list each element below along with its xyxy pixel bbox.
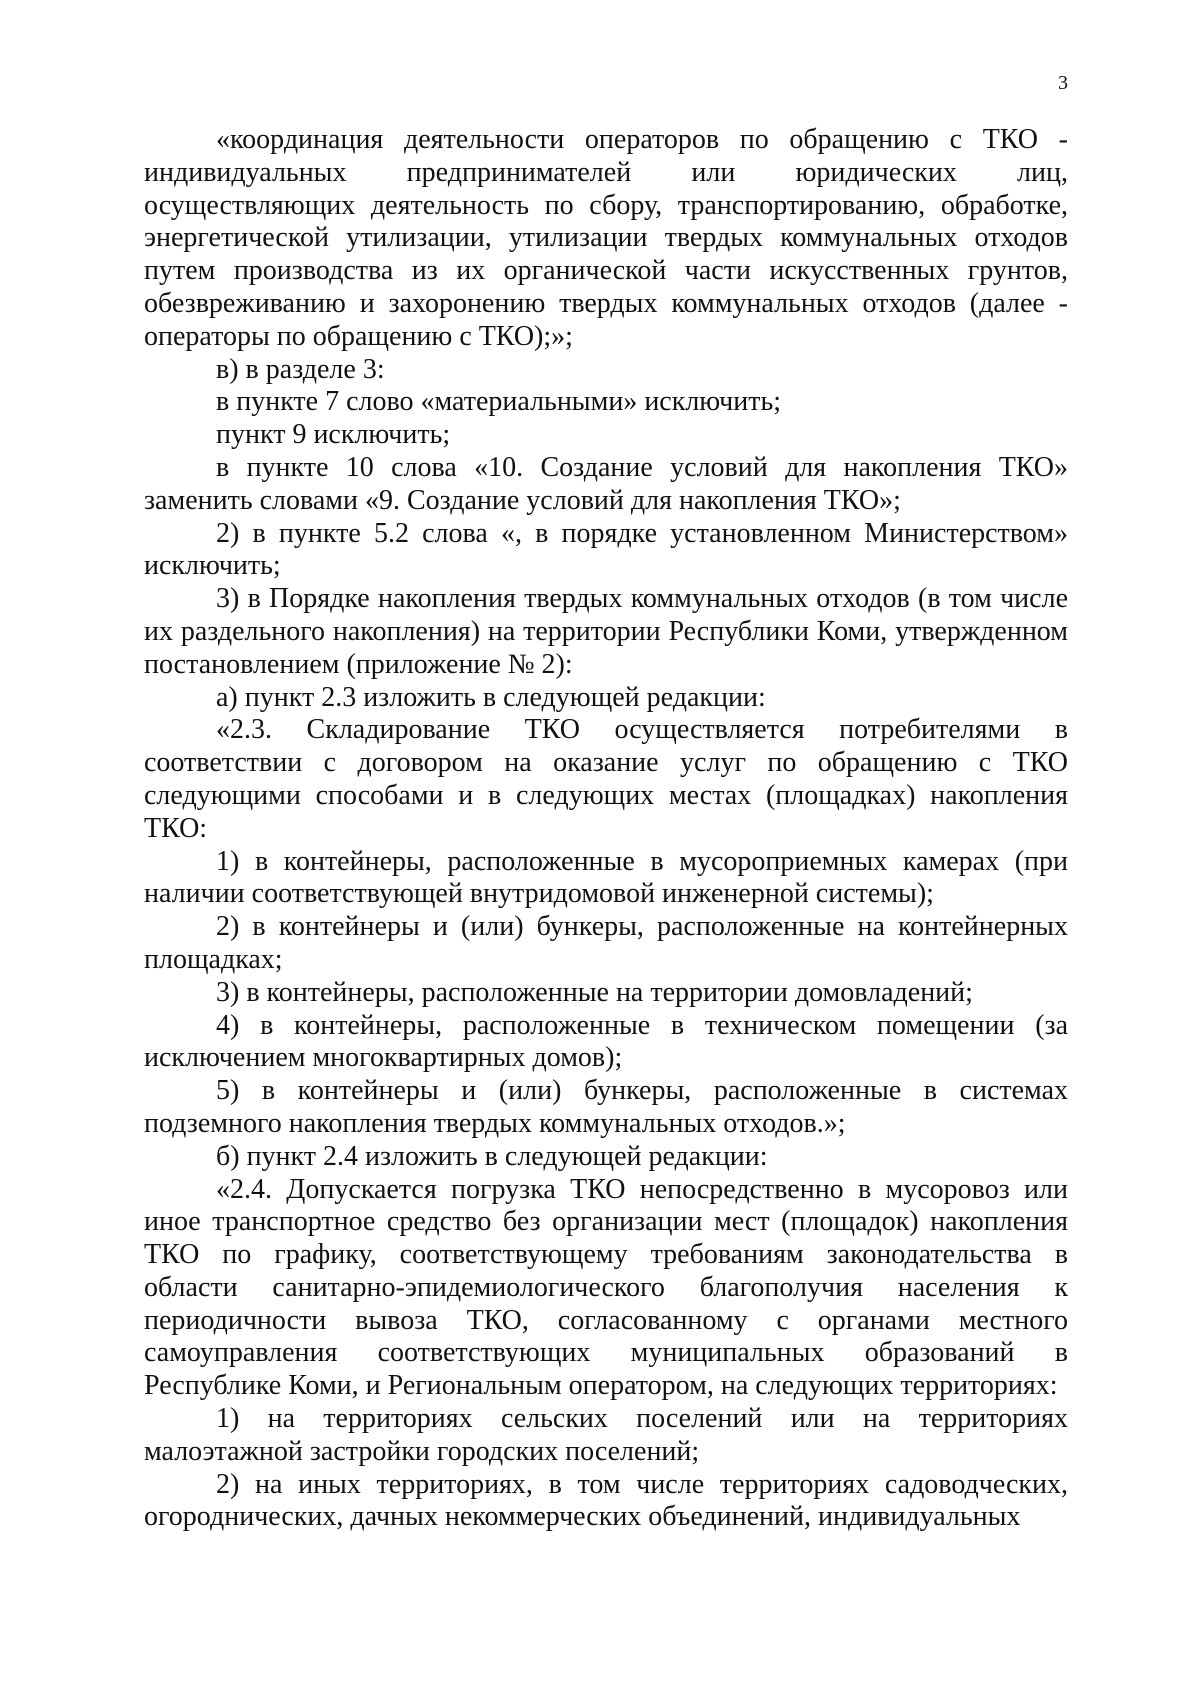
paragraph: 5) в контейнеры и (или) бункеры, расположенные в системах подземного накопления твердых коммунальных отходов.»; xyxy=(144,1075,1068,1139)
paragraph: 3) в контейнеры, расположенные на территории домовладений; xyxy=(216,976,973,1008)
paragraph: б) пункт 2.4 изложить в следующей редакции: xyxy=(216,1140,768,1172)
paragraph: «2.4. Допускается погрузка ТКО непосредственно в мусоровоз или иное транспортное средство без организации мест (площадок) накопления ТКО по графику, соответствующему требованиям законодательства в области санитарно-эпидемиологического благополучия населения к периодичности вывоза ТКО, согласованному с органами местного самоуправления соответствующих муниципальных образований в Республике Коми, и Региональным оператором, на следующих территориях: xyxy=(144,1173,1068,1402)
paragraph: 3) в Порядке накопления твердых коммунальных отходов (в том числе их раздельного накопления) на территории Республики Коми, утвержденном постановлением (приложение № 2): xyxy=(144,583,1068,680)
paragraph: 1) на территориях сельских поселений или на территориях малоэтажной застройки городских поселений; xyxy=(144,1403,1068,1467)
paragraph: 2) в контейнеры и (или) бункеры, расположенные на контейнерных площадках; xyxy=(144,911,1068,975)
paragraph: в пункте 7 слово «материальными» исключить; xyxy=(216,386,782,418)
paragraph: 4) в контейнеры, расположенные в техническом помещении (за исключением многоквартирных домов); xyxy=(144,1009,1068,1074)
document-body xyxy=(144,124,1068,1534)
paragraph: 1) в контейнеры, расположенные в мусороприемных камерах (при наличии соответствующей внутридомовой инженерной системы); xyxy=(144,845,1068,910)
paragraph: в) в разделе 3: xyxy=(216,353,385,385)
page-number: 3 xyxy=(1058,72,1068,94)
paragraph: «2.3. Складирование ТКО осуществляется потребителями в соответствии с договором на оказание услуг по обращению с ТКО следующими способами и в следующих местах (площадках) накопления ТКО: xyxy=(144,714,1068,844)
paragraph: 2) в пункте 5.2 слова «, в порядке установленном Министерством» исключить; xyxy=(144,517,1068,582)
paragraph: «координация деятельности операторов по обращению с ТКО - индивидуальных предпринимателей или юридических лиц, осуществляющих деятельность по сбору, транспортированию, обработке, энергетической утилизации, утилизации твердых коммунальных отходов путем производства из их органической части искусственных грунтов, обезвреживанию и захоронению твердых коммунальных отходов (далее - операторы по обращению с ТКО);»; xyxy=(144,124,1068,352)
paragraph: в пункте 10 слова «10. Создание условий для накопления ТКО» заменить словами «9. Создание условий для накопления ТКО»; xyxy=(144,451,1068,516)
paragraph: пункт 9 исключить; xyxy=(216,419,451,451)
paragraph: а) пункт 2.3 изложить в следующей редакции: xyxy=(216,681,766,713)
paragraph: 2) на иных территориях, в том числе территориях садоводческих, огороднических, дачных некоммерческих объединений, индивидуальных xyxy=(144,1468,1068,1533)
